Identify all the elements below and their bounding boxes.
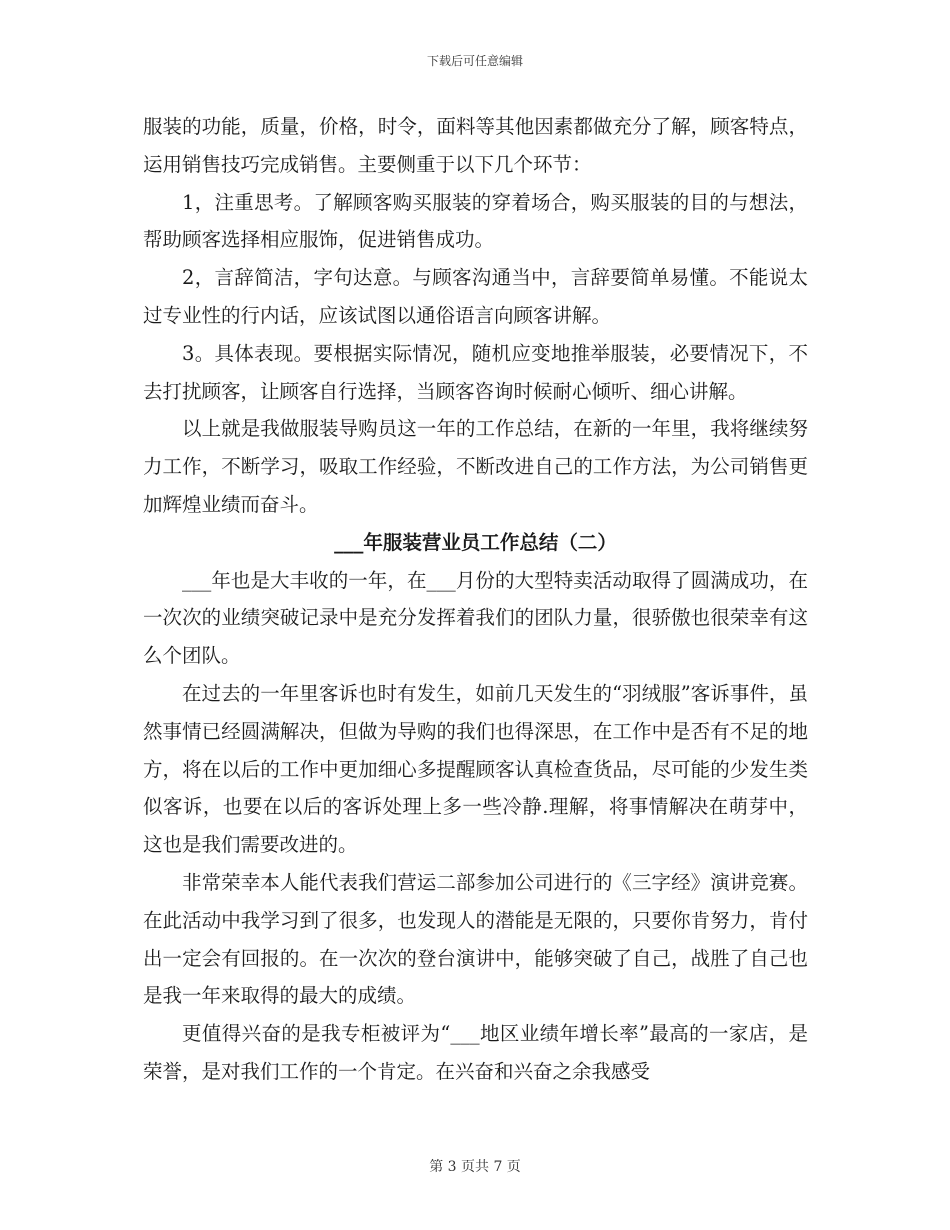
section-heading: ___年服装营业员工作总结（二）: [334, 530, 617, 554]
paragraph-point-3: 3。具体表现。要根据实际情况，随机应变地推举服装，必要情况下，不去打扰顾客，让顾客自行选择，当顾客咨询时候耐心倾听、细心讲解。: [143, 341, 808, 403]
paragraph-point-1: 1，注重思考。了解顾客购买服装的穿着场合，购买服装的目的与想法，帮助顾客选择相应服饰，促进销售成功。: [143, 190, 808, 252]
paragraph-harvest: ___年也是大丰收的一年，在___月份的大型特卖活动取得了圆满成功，在一次次的业绩突破记录中是充分发挥着我们的团队力量，很骄傲也很荣幸有这么个团队。: [143, 568, 808, 668]
paragraph-honor: 更值得兴奋的是我专柜被评为“___地区业绩年增长率”最高的一家店，是荣誉，是对我们工作的一个肯定。在兴奋和兴奋之余我感受: [143, 1022, 808, 1083]
paragraph-conclusion: 以上就是我做服装导购员这一年的工作总结，在新的一年里，我将继续努力工作，不断学习，吸取工作经验，不断改进自己的工作方法，为公司销售更加辉煌业绩而奋斗。: [143, 417, 808, 516]
paragraph-complaints: 在过去的一年里客诉也时有发生，如前几天发生的“羽绒服”客诉事件，虽然事情已经圆满解决，但做为导购的我们也得深思，在工作中是否有不足的地方，将在以后的工作中更加细心多提醒顾客认真检查货品，尽可能的少发生类似客诉，也要在以后的客诉处理上多一些冷静.理解，将事情解决在萌芽中，这也是我们需要改进的。: [143, 681, 808, 857]
document-body: [143, 108, 808, 1091]
page-footer: 第 3 页共 7 页: [429, 1159, 521, 1175]
paragraph-continued: 服装的功能，质量，价格，时令，面料等其他因素都做充分了解，顾客特点，运用销售技巧完成销售。主要侧重于以下几个环节：: [143, 115, 808, 176]
page-header: 下载后可任意编辑: [426, 54, 523, 68]
paragraph-point-2: 2，言辞简洁，字句达意。与顾客沟通当中，言辞要简单易懂。不能说太过专业性的行内话，应该试图以通俗语言向顾客讲解。: [143, 266, 808, 327]
paragraph-speech-contest: 非常荣幸本人能代表我们营运二部参加公司进行的《三字经》演讲竞赛。在此活动中我学习到了很多，也发现人的潜能是无限的，只要你肯努力，肯付出一定会有回报的。在一次次的登台演讲中，能够突破了自己，战胜了自己也是我一年来取得的最大的成绩。: [143, 870, 808, 1008]
